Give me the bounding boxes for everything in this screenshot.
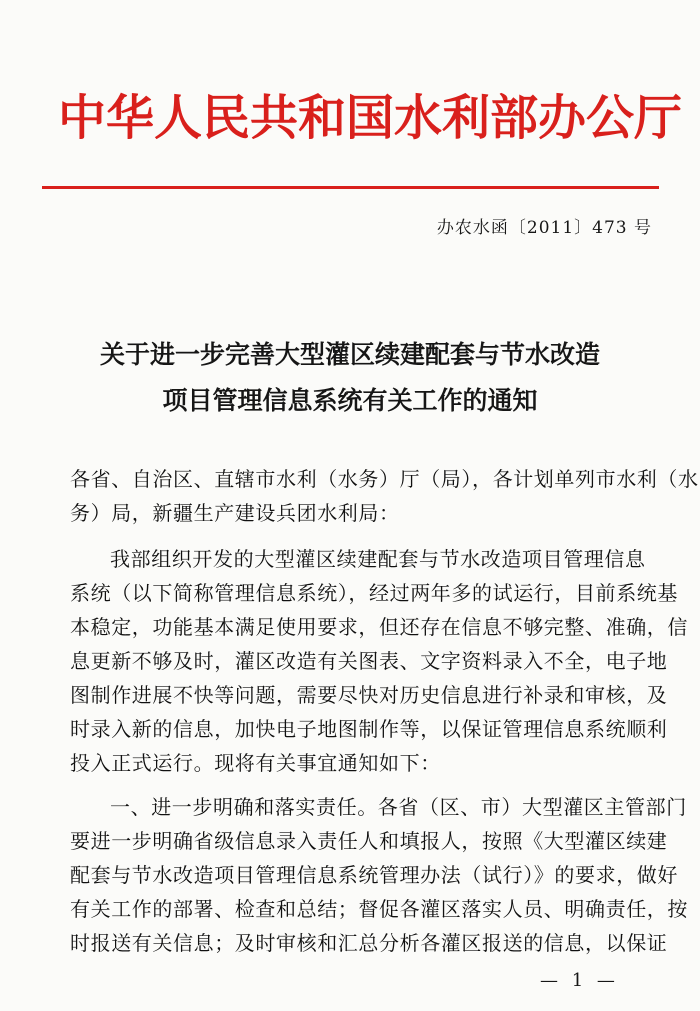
paragraph-line: 配套与节水改造项目管理信息系统管理办法（试行）》的要求，做好 [70,863,678,887]
paragraph-line: 息更新不够及时，灌区改造有关图表、文字资料录入不全，电子地 [70,649,668,673]
recipients-block [70,462,699,530]
document-title-line-1: 关于进一步完善大型灌区续建配套与节水改造 [99,340,600,369]
recipients-line: 各省、自治区、直辖市水利（水务）厅（局），各计划单列市水利（水 [70,467,699,491]
paragraph-intro [70,542,688,780]
paragraph-line: 时报送有关信息；及时审核和汇总分析各灌区报送的信息，以保证 [70,931,668,955]
paragraph-line: 系统（以下简称管理信息系统），经过两年多的试运行，目前系统基 [70,581,678,605]
paragraph-responsibility [70,790,688,960]
paragraph-line: 我部组织开发的大型灌区续建配套与节水改造项目管理信息 [110,547,646,571]
paragraph-line: 要进一步明确省级信息录入责任人和填报人，按照《大型灌区续建 [70,829,668,853]
document-title-line-2: 项目管理信息系统有关工作的通知 [162,386,538,415]
issuer-header: 中华人民共和国水利部办公厅 [58,90,683,146]
paragraph-line: 本稳定，功能基本满足使用要求，但还存在信息不够完整、准确，信 [70,615,688,639]
paragraph-line: 投入正式运行。现将有关事宜通知如下： [70,751,441,775]
page-number: — 1 — [540,970,619,991]
recipients-line: 务）局，新疆生产建设兵团水利局： [70,501,400,525]
paragraph-line: 一、进一步明确和落实责任。各省（区、市）大型灌区主管部门 [110,795,687,819]
paragraph-line: 图制作进展不快等问题，需要尽快对历史信息进行补录和审核，及 [70,683,668,707]
paragraph-line: 时录入新的信息，加快电子地图制作等，以保证管理信息系统顺利 [70,717,668,741]
red-divider-rule [42,186,659,189]
paragraph-line: 有关工作的部署、检查和总结；督促各灌区落实人员、明确责任，按 [70,897,688,921]
document-number: 办农水函〔2011〕473 号 [436,218,652,238]
